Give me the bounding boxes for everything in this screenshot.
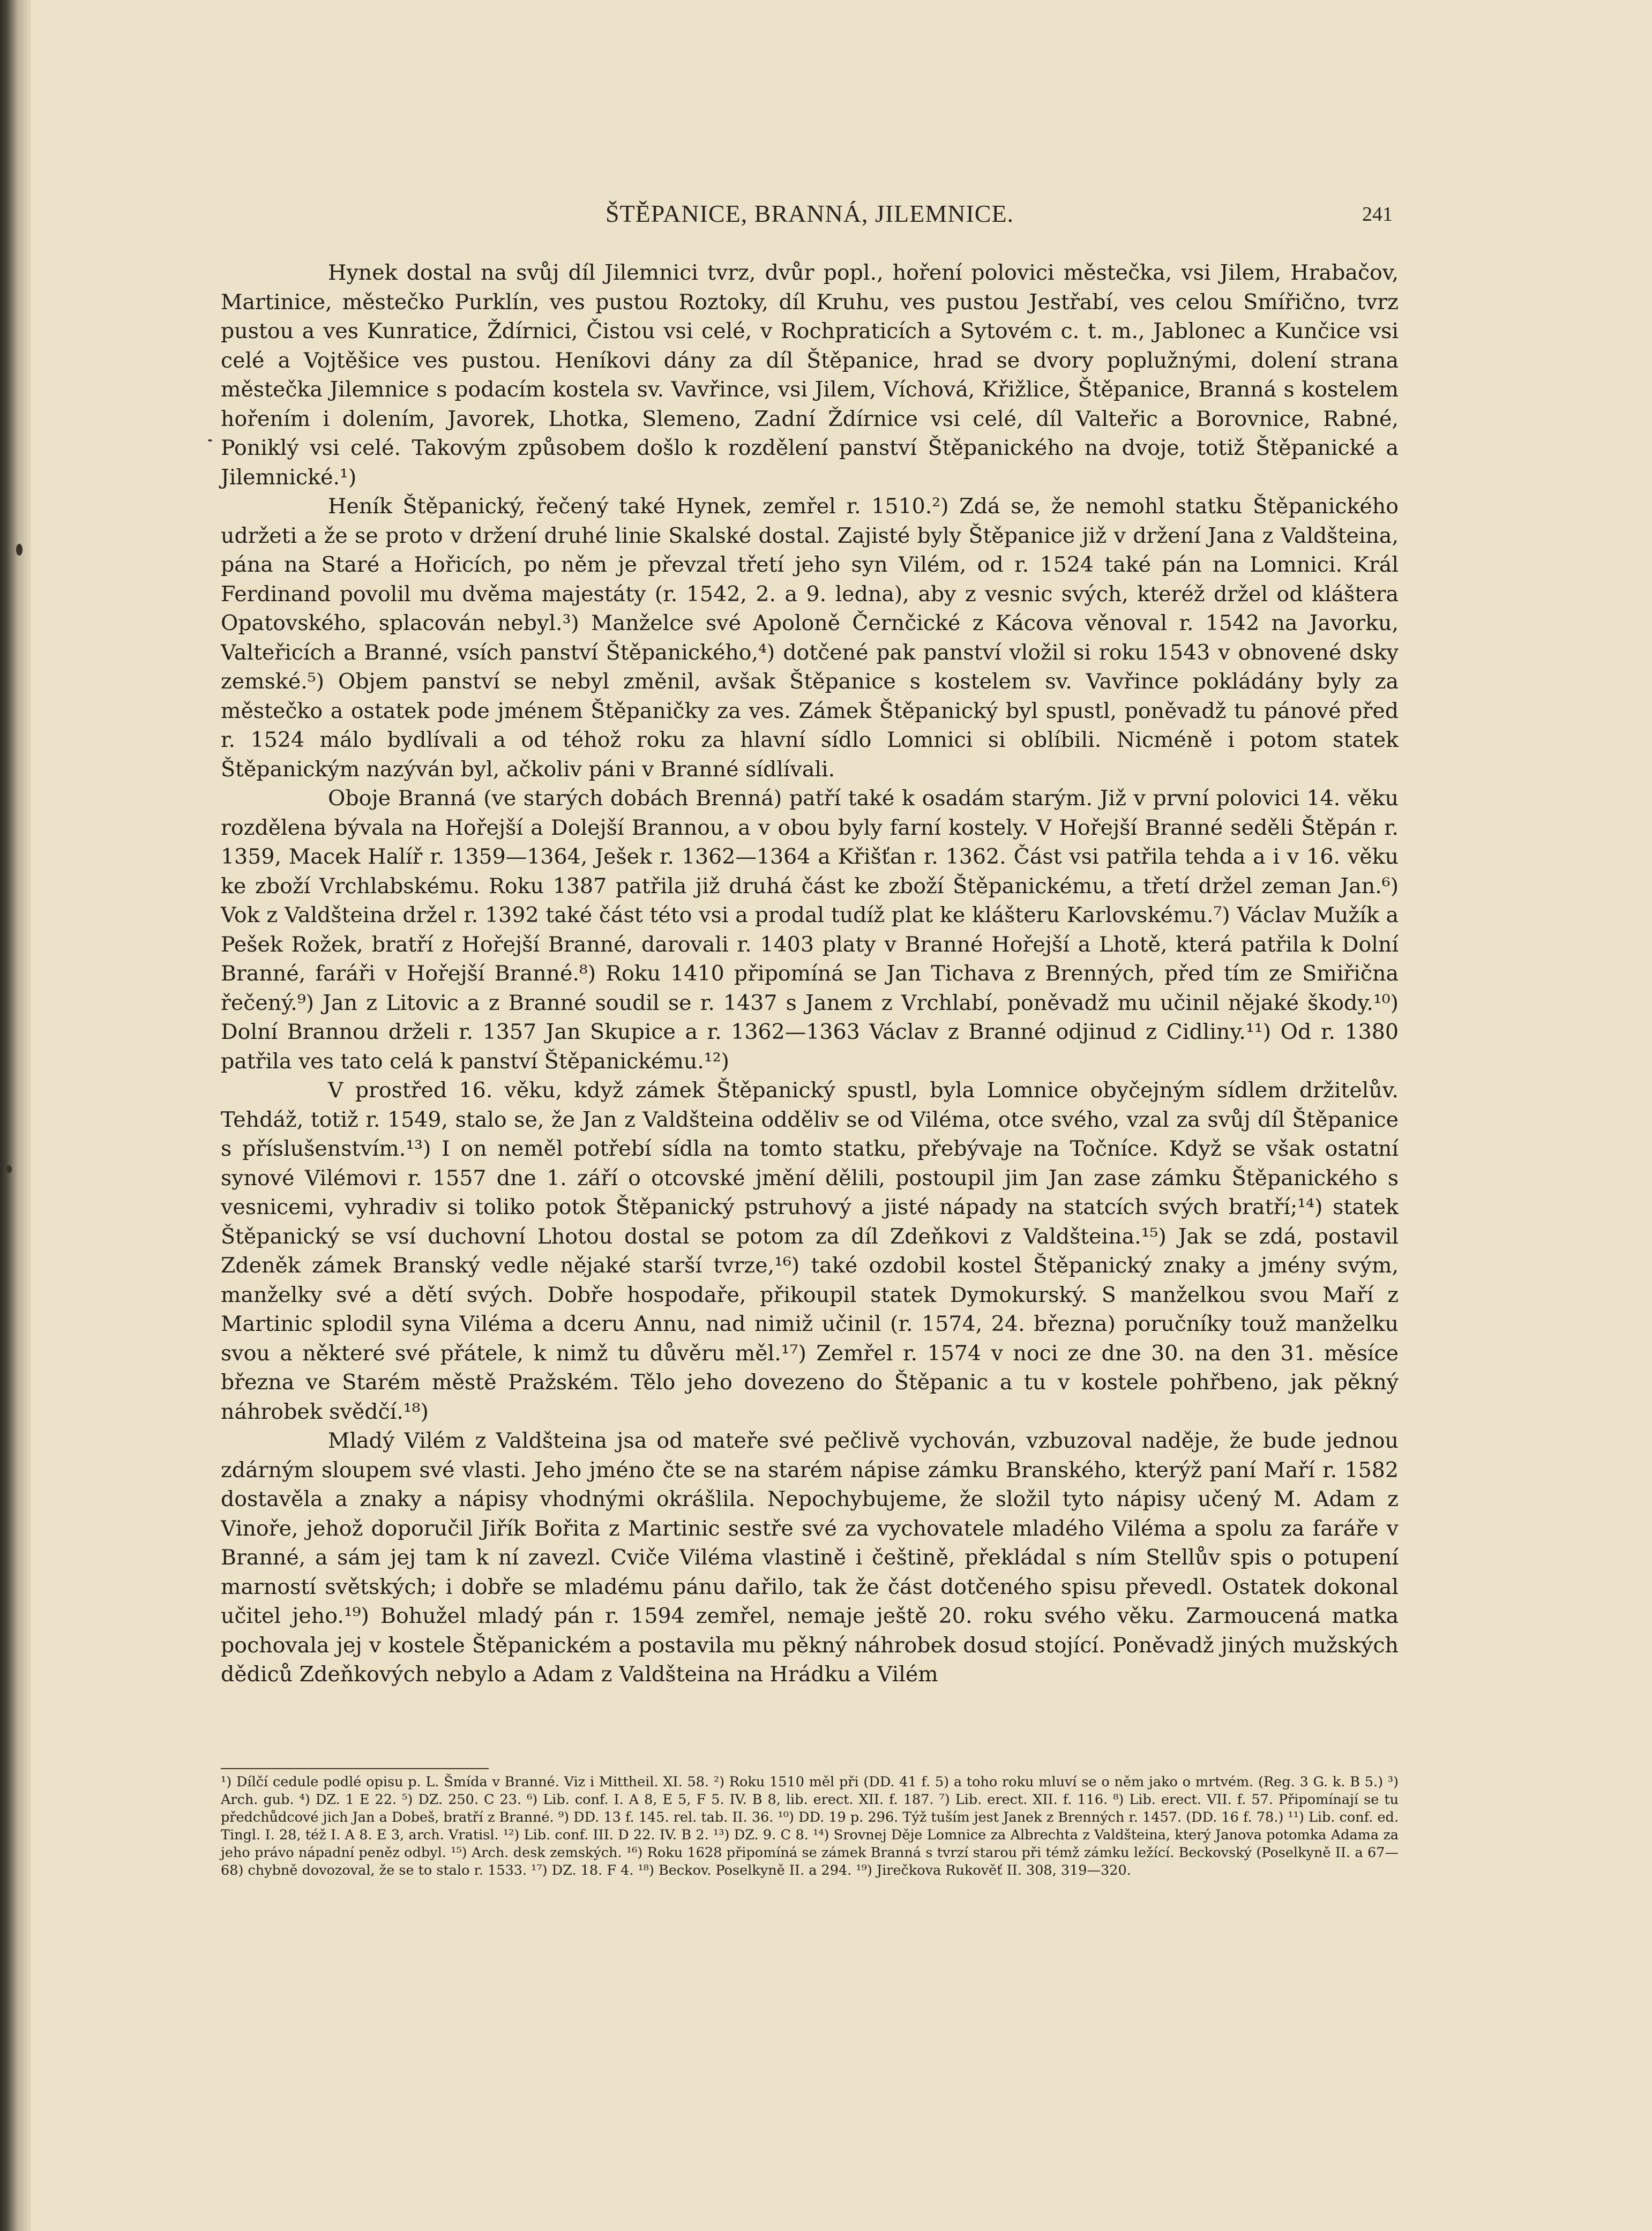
footnotes: ¹) Dílčí cedule podlé opisu p. L. Šmída v Branné. Viz i Mittheil. XI. 58. ²) Roku 1510 měl při (DD. 41 f. 5) a toho roku mluví se o něm jako o mrtvém. (Reg. 3 G. k. B 5.) ³) Arch. gub. ⁴) DZ. 1 E 22. ⁵) DZ. 250. C 23. ⁶) Lib. conf. I. A 8, E 5, F 5. IV. B 8, lib. erect. XII. f. 187. ⁷) Lib. erect. XII. f. 116. ⁸) Lib. erect. VII. f. 57. Připomínají se tu předchůdcové jich Jan a Dobeš, bratří z Branné. ⁹) DD. 13 f. 145. rel. tab. II. 36. ¹⁰) DD. 19 p. 296. Týž tuším jest Janek z Brenných r. 1457. (DD. 16 f. 78.) ¹¹) Lib. conf. ed. Tingl. I. 28, též I. A 8. E 3, arch. Vratisl. ¹²) Lib. conf. III. D 22. IV. B 2. ¹³) DZ. 9. C 8. ¹⁴) Srovnej Děje Lomnice za Albrechta z Valdšteina, který Janova potomka Adama za jeho právo nápadní peněz odbyl. ¹⁵) Arch. desk zemských. ¹⁶) Roku 1628 připomíná se zámek Branná s tvrzí starou při témž zámku ležící. Beckovský (Poselkyně II. a 67—68) chybně dovozoval, že se to stalo r. 1533. ¹⁷) DZ. 18. F 4. ¹⁸) Beckov. Poselkyně II. a 294. ¹⁹) Jirečkova Rukověť II. 308, 319—320. — [221, 1774, 1399, 1878]
paragraph: Mladý Vilém z Valdšteina jsa od mateře své pečlivě vychován, vzbuzoval naděje, že bude jednou zdárným sloupem své vlasti. Jeho jméno čte se na starém nápise zámku Branského, kterýž paní Maří r. 1582 dostavěla a znaky a nápisy vhodnými okrášlila. Nepochybujeme, že složil tyto nápisy učený M. Adam z Vinoře, jehož doporučil Jiřík Bořita z Martinic sestře své za vychovatele mladého Viléma a spolu za faráře v Branné, a sám jej tam k ní zavezl. Cvičе Viléma vlastině i češtině, překládal s ním Stellův spis o potupení marností světských; i dobře se mladému pánu dařilo, tak že část dotčeného spisu převedl. Ostatek dokonal učitel jeho.¹⁹) Bohužel mladý pán r. 1594 zemřel, nemaje ještě 20. roku svého věku. Zarmoucená matka pochovala jej v kostele Štěpanickém a postavila mu pěkný náhrobek dosud stojící. Poněvadž jiných mužských dědiců Zdeňkových nebylo a Adam z Valdšteina na Hrádku a Vilém — [221, 1428, 1399, 1687]
margin-ink-spot — [16, 544, 23, 556]
margin-ink-spot — [6, 1165, 12, 1173]
paragraph: Hynek dostal na svůj díl Jilemnici tvrz, dvůr popl., hoření polovici městečka, vsi Jilem, Hrabačov, Martinice, městečko Purklín, ves pustou Roztoky, díl Kruhu, ves pustou Jestřabí, ves celou Smířično, tvrz pustou a ves Kunratice, Ždírnici, Čistou vsi celé, v Rochpraticích a Sytovém c. t. m., Jablonec a Kunčice vsi celé a Vojtěšice ves pustou. Heníkovi dány za díl Štěpanice, hrad se dvory poplužnými, dolení strana městečka Jilemnice s podacím kostela sv. Vavřince, vsi Jilem, Víchová, Křižlice, Štěpanice, Branná s kostelem hořením i dolením, Javorek, Lhotka, Slemeno, Zadní Ždírnice vsi celé, díl Valteřic a Borovnice, Rabné, Poniklý vsi celé. Takovým způsobem došlo k rozdělení panství Štěpanického na dvoje, totiž Štěpanické a Jilemnické.¹) — [221, 260, 1399, 490]
footnote-divider — [221, 1768, 489, 1769]
paragraph: Heník Štěpanický, řečený také Hynek, zemřel r. 1510.²) Zdá se, že nemohl statku Štěpanického udržeti a že se proto v držení druhé linie Skalské dostal. Zajisté byly Štěpanice již v držení Jana z Valdšteina, pána na Staré a Hořicích, po něm je převzal třetí jeho syn Vilém, od r. 1524 také pán na Lomnici. Král Ferdinand povolil mu dvěma majestáty (r. 1542, 2. a 9. ledna), aby z vesnic svých, kteréž držel od kláštera Opatovského, splacován nebyl.³) Manželce své Apoloně Černčické z Kácova věnoval r. 1542 na Javorku, Valteřicích a Branné, vsích panství Štěpanického,⁴) dotčené pak panství vložil si roku 1543 v obnovené dsky zemské.⁵) Objem panství se nebyl změnil, avšak Štěpanice s kostelem sv. Vavřince pokládány byly za městečko a ostatek pode jménem Štěpaničky za ves. Zámek Štěpanický byl spustl, poněvadž tu pánové před r. 1524 málo bydlívali a od téhož roku za hlavní sídlo Lomnici si oblíbili. Nicméně i potom statek Štěpanickým nazýván byl, ačkoliv páni v Branné sídlívali. — [221, 494, 1399, 782]
running-title: ŠTĚPANICE, BRANNÁ, JILEMNICE. — [606, 200, 1014, 227]
paragraph: Oboje Branná (ve starých dobách Brenná) patří také k osadám starým. Již v první polovici 14. věku rozdělena bývala na Hořejší a Dolejší Brannou, a v obou byly farní kostely. V Hořejší Branné seděli Štěpán r. 1359, Macek Halíř r. 1359—1364, Ješek r. 1362—1364 a Křišťan r. 1362. Část vsi patřila tehda a i v 16. věku ke zboží Vrchlabskému. Roku 1387 patřila již druhá část ke zboží Štěpanickému, a třetí držel zeman Jan.⁶) Vok z Valdšteina držel r. 1392 také část této vsi a prodal tudíž plat ke klášteru Karlovskému.⁷) Václav Mužík a Pešek Rožek, bratří z Hořejší Branné, darovali r. 1403 platy v Branné Hořejší a Lhotě, která patřila k Dolní Branné, faráři v Hořejší Branné.⁸) Roku 1410 připomíná se Jan Tichava z Brenných, před tím ze Smiřična řečený.⁹) Jan z Litovic a z Branné soudil se r. 1437 s Janem z Vrchlabí, poněvadž mu učinil nějaké škody.¹⁰) Dolní Brannou drželi r. 1357 Jan Skupice a r. 1362—1363 Václav z Branné odjinud z Cidliny.¹¹) Od r. 1380 patřila ves tato celá k panství Štěpanickému.¹²) — [221, 786, 1399, 1074]
page-header — [606, 199, 1409, 237]
page-number: 241 — [1362, 203, 1393, 226]
margin-ink-spot — [208, 439, 212, 441]
main-text — [221, 258, 1399, 1689]
paragraph: V prostřed 16. věku, když zámek Štěpanický spustl, byla Lomnice obyčejným sídlem držitelův. Tehdáž, totiž r. 1549, stalo se, že Jan z Valdšteina odděliv se od Viléma, otce svého, vzal za svůj díl Štěpanice s příslušenstvím.¹³) I on neměl potřebí sídla na tomto statku, přebývaje na Točníce. Když se však ostatní synové Vilémovi r. 1557 dne 1. září o otcovské jmění dělili, postoupil jim Jan zase zámku Štěpanického s vesnicemi, vyhradiv si toliko potok Štěpanický pstruhový a jisté nápady na statcích svých bratří;¹⁴) statek Štěpanický se vsí duchovní Lhotou dostal se potom za díl Zdeňkovi z Valdšteina.¹⁵) Jak se zdá, postavil Zdeněk zámek Branský vedle nějaké starší tvrze,¹⁶) také ozdobil kostel Štěpanický znaky a jmény svým, manželky své a dětí svých. Dobře hospodaře, přikoupil statek Dymokurský. S manželkou svou Maří z Martinic splodil syna Viléma a dceru Annu, nad nimiž učinil (r. 1574, 24. března) poručníky touž manželku svou a některé své přátele, k nimž tu důvěru měl.¹⁷) Zemřel r. 1574 v noci ze dne 30. na den 31. měsíce března ve Starém městě Pražském. Tělo jeho dovezeno do Štěpanic a tu v kostele pohřbeno, jak pěkný náhrobek svědčí.¹⁸) — [221, 1078, 1399, 1424]
book-binding-edge — [0, 0, 31, 2231]
